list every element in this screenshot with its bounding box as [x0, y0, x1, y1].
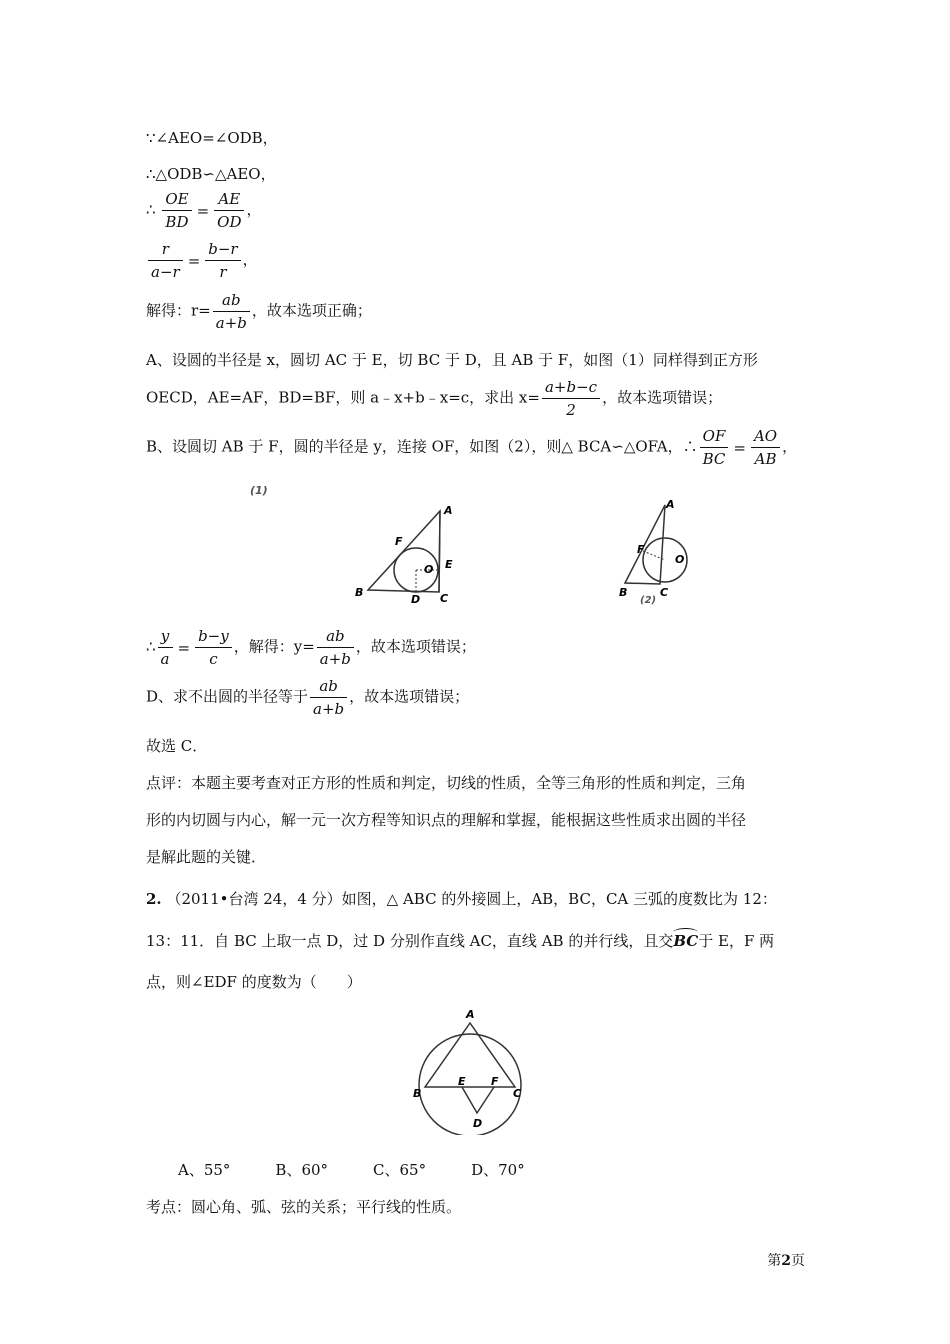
- figure-2-tag: (2): [640, 595, 657, 606]
- label-b2: B: [619, 586, 628, 599]
- label-c: C: [440, 592, 449, 605]
- triangle-abc-3: [425, 1023, 515, 1087]
- line-option-b: B、设圆切 AB 于 F，圆的半径是 y，连接 OF，如图（2），则△ BCA∽△OFA，∴ $\frac{OF}{BC}$ = $\frac{AO}{AB}$ ，: [146, 427, 798, 468]
- line-angle-equal: ∵∠AEO=∠ODB，: [146, 129, 278, 147]
- label-d: D: [411, 593, 421, 606]
- fraction: $\frac{b-r}{r}$: [205, 240, 240, 281]
- fraction: $\frac{OF}{BC}$: [700, 427, 729, 468]
- question-2-line-1: 2. （2011•台湾 24，4 分）如图，△ ABC 的外接圆上，AB，BC，CA 三弧的度数比为 12：: [146, 890, 777, 908]
- page-number: 2: [781, 1253, 791, 1269]
- label-e3: E: [458, 1075, 466, 1088]
- label-b: B: [355, 586, 364, 599]
- fraction: $\frac{OE}{BD}$: [162, 190, 191, 231]
- figure-2-circle: [610, 495, 710, 610]
- fraction: $\frac{b-y}{c}$: [195, 627, 232, 668]
- label-f2: F: [637, 543, 645, 556]
- fraction: $\frac{ab}{a+b}$: [317, 627, 354, 668]
- figure-1-tag: (1): [250, 484, 268, 497]
- fraction: $\frac{ab}{a+b}$: [213, 291, 250, 332]
- fraction: $\frac{a+b-c}{2}$: [542, 378, 600, 419]
- line-ratio-1: ∴ $\frac{OE}{BD}$ = $\frac{AE}{OD}$ ，: [146, 190, 262, 231]
- label-o: O: [424, 563, 434, 576]
- fraction: $\frac{r}{a-r}$: [148, 240, 183, 281]
- fraction: $\frac{y}{a}$: [158, 627, 173, 668]
- fraction: $\frac{AO}{AB}$: [751, 427, 780, 468]
- line-kaodian: 考点：圆心角、弧、弦的关系；平行线的性质。: [146, 1198, 462, 1216]
- line-option-d: D、求不出圆的半径等于 $\frac{ab}{a+b}$ ，故本选项错误；: [146, 677, 470, 718]
- label-e: E: [445, 558, 453, 571]
- therefore-symbol: ∴: [146, 200, 156, 219]
- circumcircle: [419, 1034, 521, 1135]
- line-similar: ∴△ODB∽△AEO，: [146, 165, 276, 183]
- line-ratio-2: $\frac{r}{a-r}$ = $\frac{b-r}{r}$ ，: [146, 240, 258, 281]
- line-solve-y: ∴ $\frac{y}{a}$ = $\frac{b-y}{c}$ ，解得：y= $\frac{ab}{a+b}$ ，故本选项错误；: [146, 627, 476, 668]
- fraction: $\frac{AE}{OD}$: [214, 190, 244, 231]
- question-2-line-2: 13：11．自 BC 上取一点 D，过 D 分别作直线 AC，直线 AB 的并行线，且交BC于 E，F 两: [146, 932, 775, 950]
- label-c2: C: [660, 586, 669, 599]
- label-a3: A: [466, 1008, 475, 1021]
- line-comment-2: 形的内切圆与内心，解一元一次方程等知识点的理解和掌握，能根据这些性质求出圆的半径: [146, 811, 747, 829]
- label-a2: A: [666, 498, 675, 511]
- line-solve-r: 解得：r= $\frac{ab}{a+b}$ ，故本选项正确；: [146, 291, 372, 332]
- arc-bc: BC: [673, 932, 699, 950]
- figure-1-incircle: [240, 478, 470, 608]
- line-option-a-1: A、设圆的半径是 x，圆切 AC 于 E，切 BC 于 D，且 AB 于 F，如图（1）同样得到正方形: [146, 351, 758, 369]
- label-f: F: [395, 535, 403, 548]
- label-f3: F: [491, 1075, 499, 1088]
- question-number: 2.: [146, 890, 162, 908]
- line-comment-3: 是解此题的关键．: [146, 848, 267, 866]
- fraction: $\frac{ab}{a+b}$: [310, 677, 347, 718]
- answer-options: A、55° B、60° C、65° D、70°: [178, 1161, 525, 1179]
- label-a: A: [444, 504, 453, 517]
- line-answer: 故选 C．: [146, 737, 208, 755]
- line-option-a-2: OECD，AE=AF，BD=BF，则 a﹣x+b﹣x=c，求出 x= $\frac{a+b-c}{2}$ ，故本选项错误；: [146, 378, 723, 419]
- question-2-line-3: 点，则∠EDF 的度数为（ ）: [146, 973, 362, 991]
- line-comment-1: 点评：本题主要考查对正方形的性质和判定，切线的性质，全等三角形的性质和判定，三角: [146, 774, 747, 792]
- label-c3: C: [513, 1087, 522, 1100]
- label-d3: D: [473, 1117, 483, 1130]
- label-b3: B: [413, 1087, 422, 1100]
- page-footer: 第2页: [767, 1253, 805, 1269]
- triangle-abc-2: [625, 505, 665, 584]
- lines-ed-df: [462, 1087, 494, 1113]
- label-o2: O: [675, 553, 685, 566]
- figure-3-circumcircle: [405, 1005, 535, 1135]
